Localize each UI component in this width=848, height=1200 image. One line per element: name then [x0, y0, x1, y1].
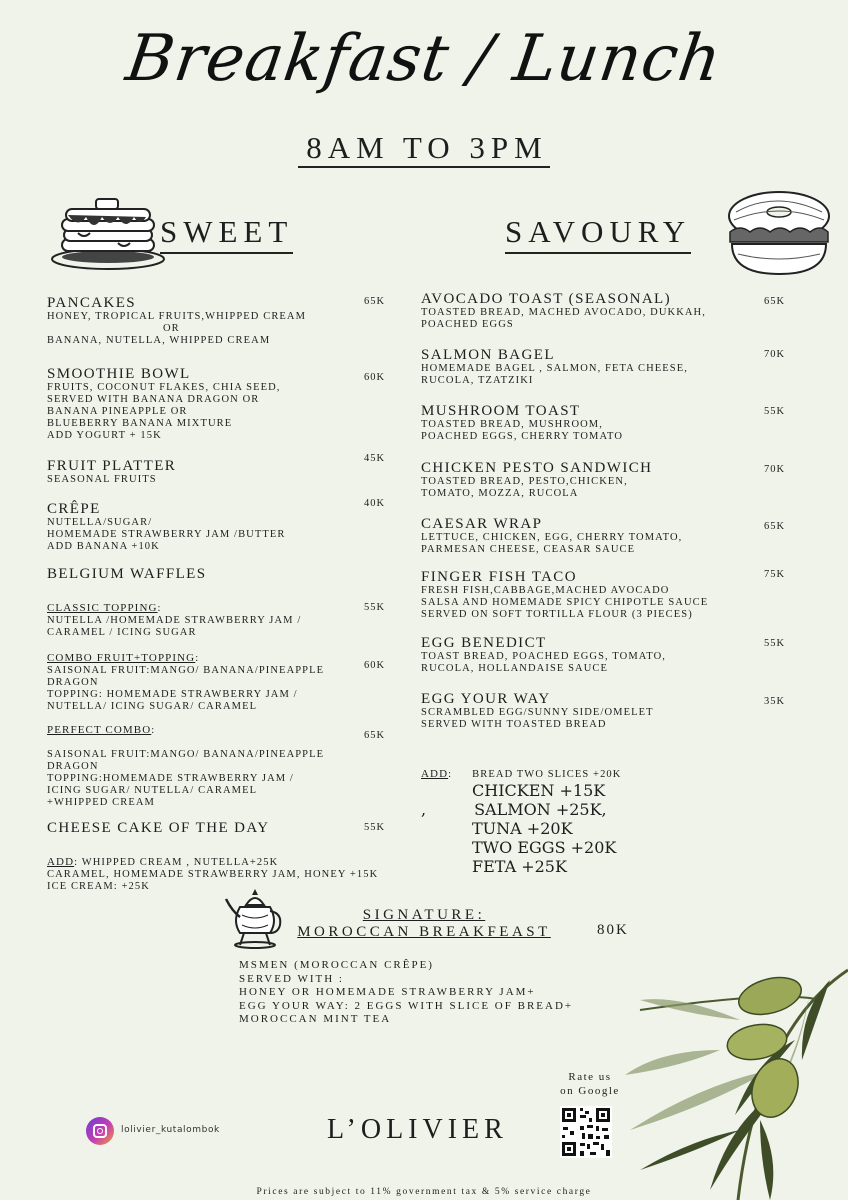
qr-code[interactable]	[560, 1106, 612, 1158]
price-pancakes: 65K	[364, 296, 386, 307]
sweet-add-ons: ADD: WHIPPED CREAM , NUTELLA+25K CARAMEL, HOMEMADE STRAWBERRY JAM, HONEY +15K ICE CREAM: +25K	[47, 856, 379, 892]
menu-item-belgium-waffles: BELGIUM WAFFLES	[47, 566, 207, 582]
signature-heading: SIGNATURE: MOROCCAN BREAKFEAST	[297, 907, 551, 940]
moroccan-teapot-icon	[224, 887, 286, 951]
price-crepe: 40K	[364, 498, 386, 509]
menu-item-fruit-platter: FRUIT PLATTER SEASONAL FRUITS	[47, 458, 177, 485]
olive-branch-illustration	[620, 960, 848, 1200]
menu-item-smoothie-bowl: SMOOTHIE BOWL FRUITS, COCONUT FLAKES, CHIA SEED, SERVED WITH BANANA DRAGON OR BANANA PINEAPPLE OR BLUEBERRY BANANA MIXTURE ADD YOGURT + 15K	[47, 366, 281, 441]
menu-item-finger-fish-taco: FINGER FISH TACO FRESH FISH,CABBAGE,MACHED AVOCADO SALSA AND HOMEMADE SPICY CHIPOTLE SAUCE SERVED ON SOFT TORTILLA FLOUR (3 PIECES)	[421, 569, 709, 620]
price-finger-fish-taco: 75K	[764, 569, 786, 580]
price-avocado-toast: 65K	[764, 296, 786, 307]
price-egg-your-way: 35K	[764, 696, 786, 707]
menu-item-pancakes: PANCAKES HONEY, TROPICAL FRUITS,WHIPPED CREAM OR BANANA, NUTELLA, WHIPPED CREAM	[47, 295, 307, 346]
sweet-heading: SWEET	[160, 214, 293, 254]
tax-disclaimer: Prices are subject to 11% government tax & 5% service charge	[256, 1187, 592, 1197]
pancake-stack-icon	[48, 193, 168, 273]
price-caesar-wrap: 65K	[764, 521, 786, 532]
opening-hours: 8AM TO 3PM	[0, 130, 848, 166]
price-salmon-bagel: 70K	[764, 349, 786, 360]
menu-item-chicken-pesto-sandwich: CHICKEN PESTO SANDWICH TOASTED BREAD, PESTO,CHICKEN, TOMATO, MOZZA, RUCOLA	[421, 460, 653, 499]
savoury-heading: SAVOURY	[505, 214, 691, 254]
instagram-handle[interactable]: lolivier_kutalombok	[121, 1125, 220, 1135]
waffle-perfect-combo: PERFECT COMBO: SAISONAL FRUIT:MANGO/ BANANA/PINEAPPLE DRAGON TOPPING:HOMEMADE STRAWBERRY JAM / ICING SUGAR/ NUTELLA/ CARAMEL +WHIPPED CREAM	[47, 724, 325, 808]
bagel-sandwich-icon	[724, 188, 834, 280]
menu-item-salmon-bagel: SALMON BAGEL HOMEMADE BAGEL , SALMON, FETA CHEESE, RUCOLA, TZATZIKI	[421, 347, 688, 386]
price-chicken-pesto-sandwich: 70K	[764, 464, 786, 475]
price-signature: 80K	[597, 922, 629, 938]
price-combo-topping: 60K	[364, 660, 386, 671]
brand-name: L’OLIVIER	[327, 1114, 508, 1145]
price-classic-topping: 55K	[364, 602, 386, 613]
instagram-icon[interactable]	[86, 1117, 114, 1145]
price-perfect-combo: 65K	[364, 730, 386, 741]
menu-item-cheese-cake: CHEESE CAKE OF THE DAY	[47, 820, 270, 836]
price-mushroom-toast: 55K	[764, 406, 786, 417]
price-fruit-platter: 45K	[364, 453, 386, 464]
waffle-combo-topping: COMBO FRUIT+TOPPING: SAISONAL FRUIT:MANGO/ BANANA/PINEAPPLE DRAGON TOPPING: HOMEMADE STRAWBERRY JAM / NUTELLA/ ICING SUGAR/ CARAMEL	[47, 652, 325, 712]
menu-item-egg-your-way: EGG YOUR WAY SCRAMBLED EGG/SUNNY SIDE/OMELET SERVED WITH TOASTED BREAD	[421, 691, 654, 730]
savoury-add-ons: ADD: BREAD TWO SLICES +20K CHICKEN +15K , SALMON +25K, TUNA +20K TWO EGGS +20K FETA +25K	[421, 768, 622, 876]
rate-us-text: Rate us on Google	[560, 1071, 620, 1097]
menu-item-avocado-toast: AVOCADO TOAST (SEASONAL) TOASTED BREAD, MACHED AVOCADO, DUKKAH, POACHED EGGS	[421, 291, 706, 330]
waffle-classic-topping: CLASSIC TOPPING: NUTELLA /HOMEMADE STRAWBERRY JAM / CARAMEL / ICING SUGAR	[47, 602, 302, 638]
price-smoothie-bowl: 60K	[364, 372, 386, 383]
price-egg-benedict: 55K	[764, 638, 786, 649]
menu-item-egg-benedict: EGG BENEDICT TOAST BREAD, POACHED EGGS, TOMATO, RUCOLA, HOLLANDAISE SAUCE	[421, 635, 667, 674]
signature-description: MSMEN (MOROCCAN CRÊPE) SERVED WITH : HONEY OR HOMEMADE STRAWBERRY JAM+ EGG YOUR WAY: 2 EGGS WITH SLICE OF BREAD+ MOROCCAN MINT TEA	[239, 959, 574, 1025]
page-title: Breakfast / Lunch	[121, 22, 727, 96]
menu-item-mushroom-toast: MUSHROOM TOAST TOASTED BREAD, MUSHROOM, POACHED EGGS, CHERRY TOMATO	[421, 403, 624, 442]
menu-item-caesar-wrap: CAESAR WRAP LETTUCE, CHICKEN, EGG, CHERRY TOMATO, PARMESAN CHEESE, CEASAR SAUCE	[421, 516, 683, 555]
menu-item-crepe: CRÊPE NUTELLA/SUGAR/ HOMEMADE STRAWBERRY JAM /BUTTER ADD BANANA +10K	[47, 501, 286, 552]
price-cheese-cake: 55K	[364, 822, 386, 833]
